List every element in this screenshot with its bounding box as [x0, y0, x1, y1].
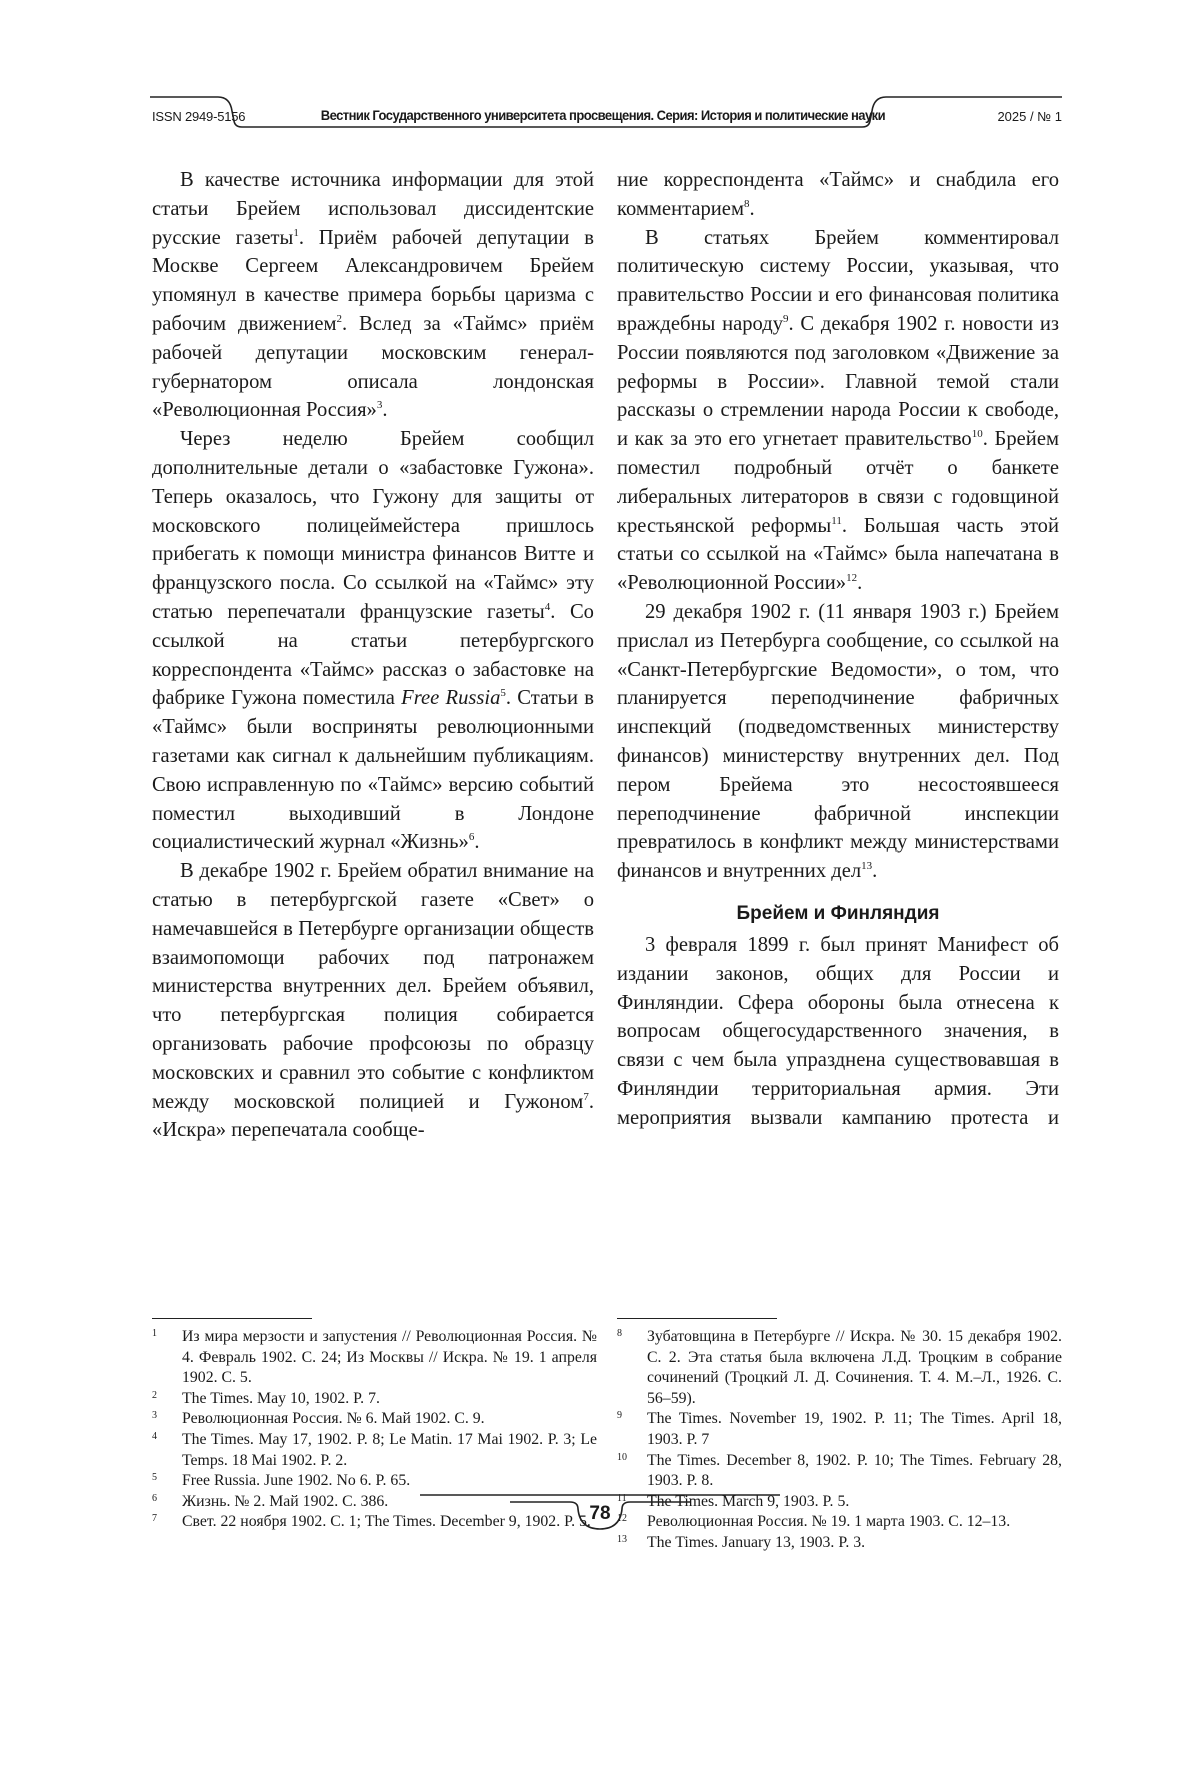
page-number-block: [420, 1493, 780, 1553]
footnote-divider: [617, 1318, 777, 1319]
footnote-ref: 13: [861, 860, 872, 872]
text-run: .: [382, 399, 387, 421]
footnote-ref: 1: [293, 227, 299, 239]
journal-title: Вестник Государственного университета просвещения. Серия: История и политические науки: [296, 107, 910, 123]
footnote-number: 12: [617, 1509, 627, 1530]
text-run: 29 декабря 1902 г. (11 января 1903 г.) Брейем прислал из Петербурга сообщение, со ссылкой на «Санкт-Петербургские Ведомости», о том, что планируется переподчинение фабричных инспекций (подведомственных министерству финансов) министерству внутренних дел. Под пером Брейема это несостоявшееся переподчинение фабричной инспекции превратилось в конфликт между министерствами финансов и внутренних дел: [617, 601, 1059, 882]
footnote-text: Зубатовщина в Петербурге // Искра. № 30. 15 декабря 1902. С. 2. Эта статья была включена Л.Д. Троцким в собрание сочинений (Троцкий Л. Д. Сочинения. Т. 4. М.–Л., 1926. С. 56–59).: [647, 1328, 1062, 1407]
paragraph: 3 февраля 1899 г. был принят Манифест об издании законов, общих для России и Финляндии. Сфера обороны была отнесена к вопросам общегосударственного значения, в связи с чем была упразднена существовавшая в Финляндии территориальная армия. Эти мероприятия вызвали кампанию протеста и: [617, 931, 1059, 1133]
footnote: [152, 1430, 597, 1471]
footnote-text: The Times. May 17, 1902. P. 8; Le Matin. 17 Mai 1902. P. 3; Le Temps. 18 Mai 1902. P. 2.: [182, 1431, 597, 1469]
text-run: ние корреспондента «Таймс» и снабдила его комментарием: [617, 169, 1059, 220]
text-run: . Со ссылкой на статьи петербургского корреспондента «Таймс» рассказ о забастовке на фабрике Гужона поместила: [152, 601, 594, 709]
footnote-number: 11: [617, 1489, 627, 1510]
footnote-text: Свет. 22 ноября 1902. С. 1; The Times. December 9, 1902. P. 5.: [182, 1513, 591, 1530]
footnote-ref: 2: [337, 313, 343, 325]
footnote-number: 5: [152, 1468, 157, 1489]
footnote-ref: 8: [744, 198, 750, 210]
footnote-number: 8: [617, 1324, 622, 1345]
left-column: [152, 166, 594, 1145]
footnote: [617, 1327, 1062, 1409]
footnote-number: 4: [152, 1427, 157, 1448]
footnote-text: The Times. January 13, 1903. P. 3.: [647, 1534, 865, 1551]
paragraph: [152, 425, 594, 857]
footnote-ref: 7: [583, 1091, 589, 1103]
text-run: . Брейем поместил подробный отчёт о банкете либеральных литераторов в связи с годовщиной крестьянской реформы: [617, 428, 1059, 536]
issn: ISSN 2949-5156: [152, 109, 245, 124]
footnote-text: Революционная Россия. № 19. 1 марта 1903. С. 12–13.: [647, 1513, 1010, 1530]
right-column: [617, 166, 1059, 1133]
footnote-ref: 12: [846, 572, 857, 584]
footnote-ref: 9: [783, 313, 789, 325]
footnote-number: 9: [617, 1406, 622, 1427]
footnote-number: 13: [617, 1530, 627, 1551]
footnote-text: The Times. May 10, 1902. P. 7.: [182, 1390, 380, 1407]
footnote-number: 7: [152, 1509, 157, 1530]
footnote-ref: 6: [469, 831, 475, 843]
paragraph: [152, 166, 594, 425]
footnote: [617, 1451, 1062, 1492]
footnote-ref: 5: [500, 687, 506, 699]
footnote-ref: 4: [545, 601, 551, 613]
footnote-number: 6: [152, 1489, 157, 1510]
text-run: .: [872, 860, 877, 882]
text-run: . Приём рабочей депутации в Москве Сергеем Александровичем Брейем упомянул в качестве примера борьбы царизма с рабочим движением: [152, 227, 594, 335]
page-number: 78: [420, 1503, 780, 1525]
footnote-text: Революционная Россия. № 6. Май 1902. С. 9.: [182, 1410, 485, 1427]
footnote-text: Из мира мерзости и запустения // Революционная Россия. № 4. Февраль 1902. С. 24; Из Москвы // Искра. № 19. 1 апреля 1902. С. 5.: [182, 1328, 597, 1386]
text-run: .: [749, 198, 754, 220]
italic-text: Free Russia: [401, 687, 500, 709]
paragraph: [617, 166, 1059, 224]
paragraph: [152, 857, 594, 1145]
footnote-number: 1: [152, 1324, 157, 1345]
text-run: Через неделю Брейем сообщил дополнительные детали о «забастовке Гужона». Теперь оказалось, что Гужону для защиты от московского полицеймейстера пришлось прибегать к помощи министра финансов Витте и французского посла. Со ссылкой на «Таймс» эту статью перепечатали французские газеты: [152, 428, 594, 623]
footnote-number: 10: [617, 1448, 627, 1469]
footnote-text: Жизнь. № 2. Май 1902. С. 386.: [182, 1493, 388, 1510]
footnote-ref: 11: [831, 515, 842, 527]
issue-number: 2025 / № 1: [997, 109, 1062, 124]
footnote-divider: [152, 1318, 312, 1319]
footnote-text: The Times. December 8, 1902. P. 10; The Times. February 28, 1903. P. 8.: [647, 1452, 1062, 1490]
footnote: [152, 1389, 597, 1410]
footnote-text: The Times. November 19, 1902. P. 11; The Times. April 18, 1903. P. 7: [647, 1410, 1062, 1448]
text-run: .: [857, 572, 862, 594]
footnote: [152, 1409, 597, 1430]
text-run: В статьях Брейем комментировал политическую систему России, указывая, что правительство России и его финансовая политика враждебны народу: [617, 227, 1059, 335]
text-run: .: [474, 831, 479, 853]
footnote-number: 2: [152, 1386, 157, 1407]
text-run: . Вслед за «Таймс» приём рабочей депутации московским генерал-губернатором описала лондонская «Революционная Россия»: [152, 313, 594, 421]
text-run: . Статьи в «Таймс» были восприняты революционными газетами как сигнал к дальнейшим публикациям. Свою исправленную по «Таймс» версию событий поместил выходивший в Лондоне социалистический журнал «Жизнь»: [152, 687, 594, 853]
footnote-number: 3: [152, 1406, 157, 1427]
paragraph: [617, 598, 1059, 886]
running-header: [150, 95, 1062, 135]
footnote-text: The Times. March 9, 1903. P. 5.: [647, 1493, 849, 1510]
footnote: [152, 1471, 597, 1492]
section-heading: Брейем и Финляндия: [617, 900, 1059, 928]
footnote: [617, 1409, 1062, 1450]
footnote: [152, 1327, 597, 1389]
footnote-text: Free Russia. June 1902. No 6. P. 65.: [182, 1472, 410, 1489]
text-run: . С декабря 1902 г. новости из России появляются под заголовком «Движение за реформы в России». Главной темой стали рассказы о стремлении народа России к свободе, и как за это его угнетает правительство: [617, 313, 1059, 450]
footnote-ref: 10: [972, 428, 983, 440]
text-run: В качестве источника информации для этой статьи Брейем использовал диссидентские русские газеты: [152, 169, 594, 249]
text-run: В декабре 1902 г. Брейем обратил внимание на статью в петербургской газете «Свет» о намечавшейся в Петербурге организации обществ взаимопомощи рабочих под патронажем министерства внутренних дел. Брейем объявил, что петербургская полиция собирается организовать рабочие профсоюзы по образцу московских и сравнил это событие с конфликтом между московской полицией и Гужоном: [152, 860, 594, 1112]
text-run: . «Искра» перепечатала сообще-: [152, 1091, 594, 1142]
paragraph: [617, 224, 1059, 598]
text-run: . Большая часть этой статьи со ссылкой на «Таймс» была напечатана в «Революционной России»: [617, 515, 1059, 595]
footnote-ref: 3: [377, 399, 383, 411]
